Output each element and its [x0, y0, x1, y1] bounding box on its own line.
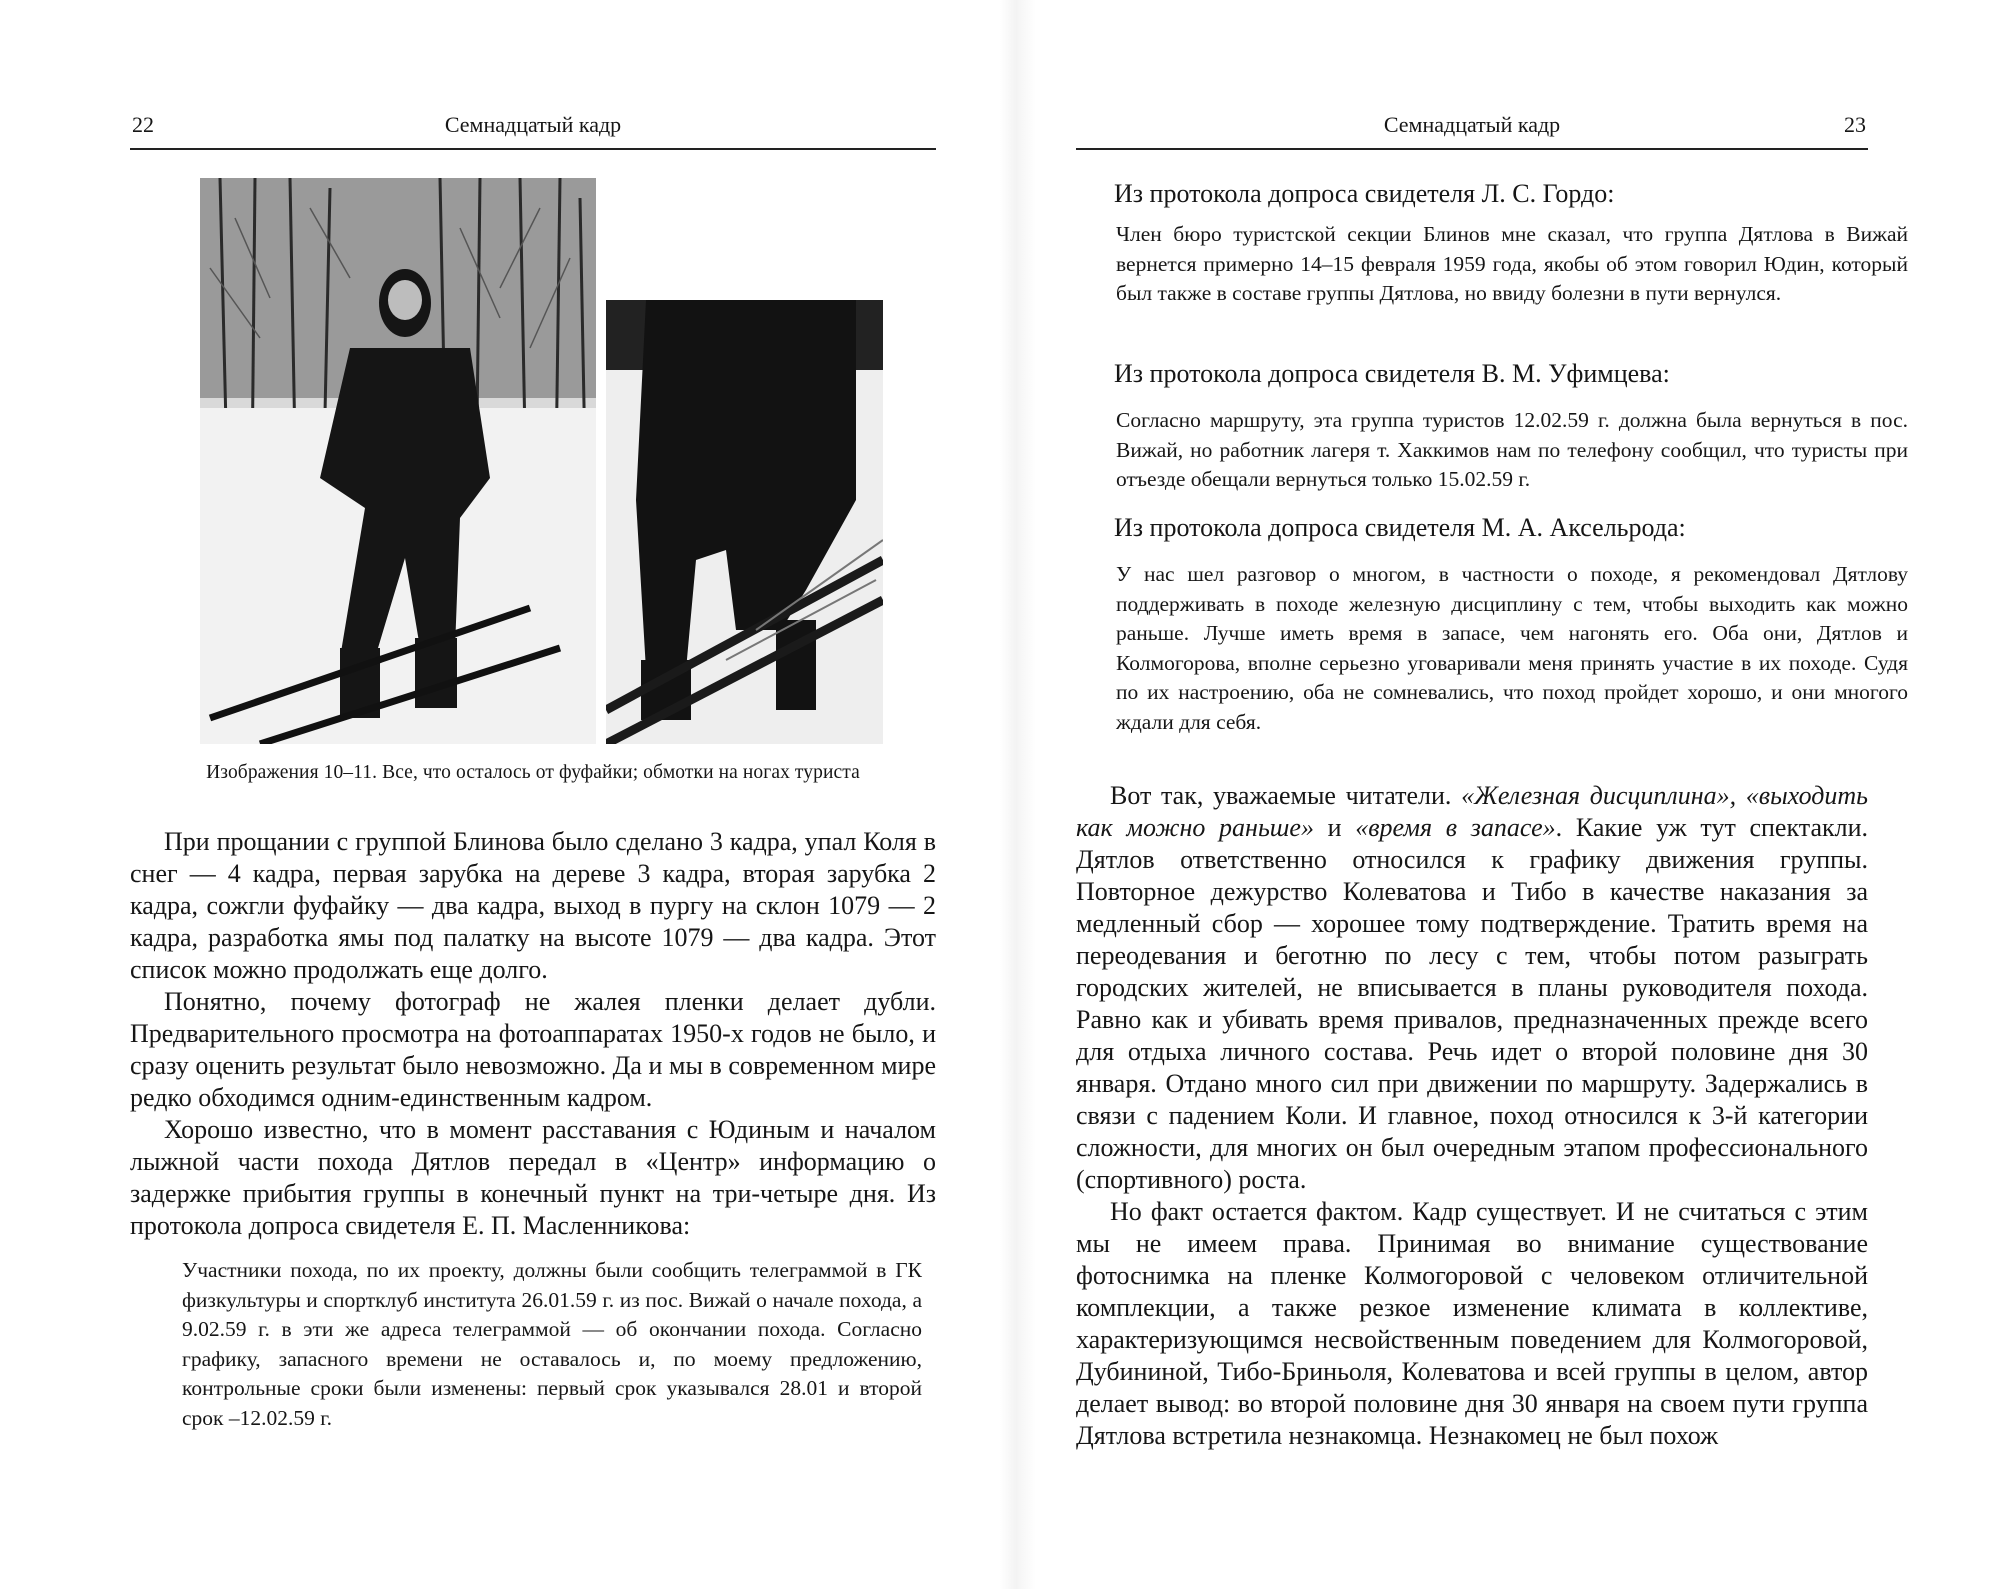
- left-main-text: [130, 826, 936, 1242]
- running-head-right: [1076, 108, 1868, 150]
- protocol-heading-gordo: [1076, 178, 1868, 210]
- page-number-right: 23: [1844, 112, 1866, 137]
- paragraph: Хорошо известно, что в момент расставания с Юдиным и началом лыжной части похода Дятлов передал в «Центр» информацию о задержке прибытия группы в конечный пункт на три-четыре дня. Из протокола допроса свидетеля Е. П. Масленникова:: [130, 1115, 936, 1240]
- left-page: [130, 0, 936, 1589]
- photo-man-in-snow: [200, 178, 596, 744]
- paragraph: [1076, 780, 1868, 1196]
- paragraph: Но факт остается фактом. Кадр существует. И не считаться с этим мы не имеем права. Принимая во внимание существование фотоснимка на пленке Колмогоровой с человеком отличительной комплекции, а также резкое изменение климата в коллективе, характеризующимся несвойственным поведением для Колмогоровой, Дубининой, Тибо-Бриньоля, Колеватова и всей группы в целом, автор делает вывод: во второй половине дня 30 января на своем пути группа Дятлова встретила незнакомца. Незнакомец не был похож: [1076, 1197, 1868, 1450]
- quote-text: У нас шел разговор о многом, в частности о походе, я рекомендовал Дятлову поддерживать в походе железную дисциплину с тем, чтобы выходить как можно раньше. Лучше иметь время в запасе, чем нагонять его. Оба они, Дятлов и Колмогорова, вполне серьезно уговаривали меня принять участие в их походе. Судя по их настроению, оба не сомневались, что поход пройдет хорошо, и они многого ждали для себя.: [1116, 562, 1908, 734]
- protocol-heading-ufimtsev: [1076, 358, 1868, 390]
- quote-akselrod: [1076, 560, 1908, 737]
- photo-group: [200, 178, 900, 744]
- emphasis: «Железная дисциплина», «выходить как можно раньше»: [1076, 781, 1868, 842]
- figure-caption: Изображения 10–11. Все, что осталось от фуфайки; обмотки на ногах туриста: [206, 762, 860, 783]
- quote-gordo: [1076, 220, 1908, 309]
- paragraph: При прощании с группой Блинова было сделано 3 кадра, упал Коля в снег — 4 кадра, первая зарубка на дереве 3 кадра, вторая зарубка 2 кадра, сожгли фуфайку — два кадра, выход в пургу на склон 1079 — 2 кадра, разработка ямы под палатку на высоте 1079 — два кадра. Этот список можно продолжать еще долго.: [130, 827, 936, 984]
- protocol-heading: Из протокола допроса свидетеля В. М. Уфимцева:: [1114, 359, 1670, 388]
- book-gutter: [1000, 0, 1036, 1589]
- photo-legs-on-skis: [606, 300, 883, 744]
- text-run: . Какие уж тут спектакли. Дятлов ответственно относился к графику движения группы. Повторное дежурство Колеватова и Тибо в качестве наказания за медленный сбор — хорошее тому подтверждение. Тратить время на переодевания и беготню по лесу с тем, чтобы потом разыграть городских жителей, не вписывается в планы руководителя похода. Равно как и убивать время привалов, предназначенных прежде всего для отдыха личного состава. Речь идет о второй половине дня 30 января. Отдано много сил при движении по маршруту. Задержались в связи с падением Коли. И главное, поход относился к 3-й категории сложности, для многих он был очередным этапом профессионального (спортивного) роста.: [1076, 813, 1869, 1194]
- page-number-left: 22: [132, 112, 154, 137]
- right-main-text: [1076, 780, 1868, 1452]
- paragraph: Понятно, почему фотограф не жалея пленки делает дубли. Предварительного просмотра на фотоаппаратах 1950-х годов не было, и сразу оценить результат было невозможно. Да и мы в современном мире редко обходимся одним-единственным кадром.: [130, 987, 936, 1112]
- protocol-heading: Из протокола допроса свидетеля М. А. Аксельрода:: [1114, 513, 1686, 542]
- quote-text: Член бюро туристской секции Блинов мне сказал, что группа Дятлова в Вижай вернется примерно 14–15 февраля 1959 года, якобы об этом говорил Юдин, который был также в составе группы Дятлова, но ввиду болезни в пути вернулся.: [1116, 222, 1908, 305]
- running-title-left: Семнадцатый кадр: [444, 112, 622, 137]
- protocol-heading-akselrod: [1076, 512, 1868, 544]
- text-run: и: [1313, 813, 1356, 842]
- text-run: Вот так, уважаемые читатели.: [1110, 781, 1462, 810]
- running-title-right: Семнадцатый кадр: [1383, 112, 1561, 137]
- emphasis: «время в запасе»: [1355, 813, 1556, 842]
- quote-text: Участники похода, по их проекту, должны были сообщить телеграммой в ГК физкультуры и спортклуб института 26.01.59 г. из пос. Вижай о начале похода, а 9.02.59 г. в эти же адреса телеграммой — об окончании похода. Согласно графику, запасного времени не оставалось и, по моему предложению, контрольные сроки были изменены: первый срок указывался 28.01 и второй срок –12.02.59 г.: [182, 1258, 922, 1430]
- right-page: [1076, 0, 1908, 1589]
- quote-text: Согласно маршруту, эта группа туристов 12.02.59 г. должна была вернуться в пос. Вижай, но работник лагеря т. Хаккимов нам по телефону сообщил, что туристы при отъезде обещали вернуться только 15.02.59 г.: [1116, 408, 1908, 491]
- quote-maslennikov: [182, 1256, 922, 1433]
- quote-ufimtsev: [1076, 406, 1908, 495]
- protocol-heading: Из протокола допроса свидетеля Л. С. Гордо:: [1114, 179, 1615, 208]
- running-head-left: [130, 108, 936, 150]
